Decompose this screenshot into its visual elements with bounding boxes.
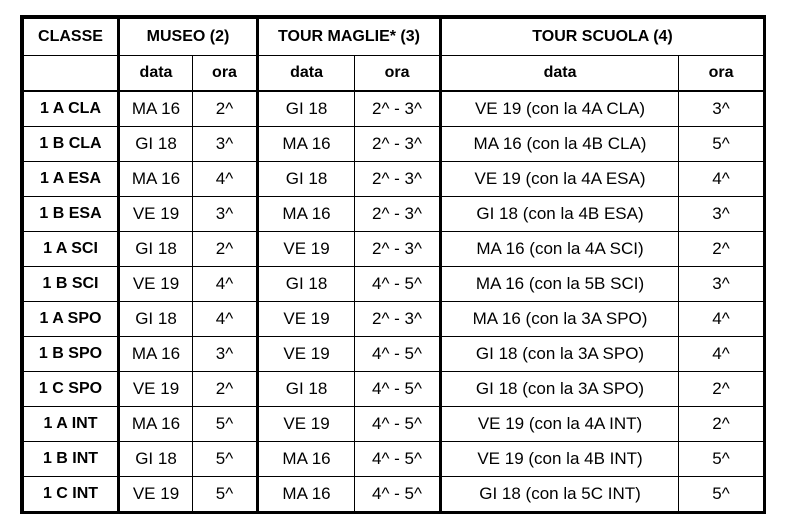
cell-scuola-ora: 3^ — [679, 91, 764, 127]
cell-maglie-data: MA 16 — [258, 127, 355, 162]
schedule-table-frame — [20, 15, 766, 514]
cell-scuola-ora: 2^ — [679, 232, 764, 267]
header-tour-maglie: TOUR MAGLIE* (3) — [258, 19, 441, 56]
cell-maglie-data: GI 18 — [258, 372, 355, 407]
table-row — [24, 442, 764, 477]
cell-scuola-ora: 3^ — [679, 267, 764, 302]
cell-maglie-data: VE 19 — [258, 407, 355, 442]
cell-museo-ora: 4^ — [193, 302, 258, 337]
cell-classe: 1 A ESA — [24, 162, 119, 197]
cell-maglie-data: GI 18 — [258, 267, 355, 302]
cell-scuola-ora: 2^ — [679, 372, 764, 407]
cell-museo-data: GI 18 — [119, 127, 193, 162]
cell-classe: 1 B ESA — [24, 197, 119, 232]
cell-scuola-data: GI 18 (con la 3A SPO) — [441, 337, 679, 372]
cell-scuola-data: MA 16 (con la 4A SCI) — [441, 232, 679, 267]
cell-maglie-data: VE 19 — [258, 232, 355, 267]
table-row — [24, 372, 764, 407]
cell-museo-data: GI 18 — [119, 232, 193, 267]
cell-scuola-data: MA 16 (con la 4B CLA) — [441, 127, 679, 162]
table-row — [24, 267, 764, 302]
cell-classe: 1 A INT — [24, 407, 119, 442]
cell-scuola-data: VE 19 (con la 4A CLA) — [441, 91, 679, 127]
cell-museo-data: VE 19 — [119, 372, 193, 407]
cell-maglie-ora: 2^ - 3^ — [355, 162, 441, 197]
cell-maglie-ora: 2^ - 3^ — [355, 197, 441, 232]
cell-scuola-data: VE 19 (con la 4A INT) — [441, 407, 679, 442]
cell-scuola-ora: 5^ — [679, 127, 764, 162]
cell-museo-ora: 2^ — [193, 232, 258, 267]
subheader-scuola-ora: ora — [679, 56, 764, 92]
cell-maglie-ora: 2^ - 3^ — [355, 91, 441, 127]
cell-scuola-ora: 4^ — [679, 302, 764, 337]
cell-classe: 1 A SPO — [24, 302, 119, 337]
cell-museo-data: MA 16 — [119, 91, 193, 127]
table-row — [24, 127, 764, 162]
subheader-row — [24, 56, 764, 92]
cell-scuola-data: MA 16 (con la 5B SCI) — [441, 267, 679, 302]
subheader-museo-data: data — [119, 56, 193, 92]
cell-museo-ora: 5^ — [193, 477, 258, 512]
cell-museo-ora: 3^ — [193, 127, 258, 162]
subheader-classe-empty — [24, 56, 119, 92]
subheader-maglie-data: data — [258, 56, 355, 92]
cell-museo-ora: 4^ — [193, 267, 258, 302]
cell-maglie-data: MA 16 — [258, 477, 355, 512]
table-row — [24, 302, 764, 337]
cell-maglie-data: VE 19 — [258, 337, 355, 372]
table-row — [24, 232, 764, 267]
header-classe: CLASSE — [24, 19, 119, 56]
cell-scuola-data: VE 19 (con la 4B INT) — [441, 442, 679, 477]
cell-scuola-ora: 4^ — [679, 162, 764, 197]
cell-scuola-ora: 5^ — [679, 442, 764, 477]
cell-museo-ora: 4^ — [193, 162, 258, 197]
cell-museo-data: VE 19 — [119, 477, 193, 512]
cell-classe: 1 B SCI — [24, 267, 119, 302]
cell-museo-ora: 2^ — [193, 91, 258, 127]
cell-scuola-ora: 4^ — [679, 337, 764, 372]
cell-museo-data: VE 19 — [119, 197, 193, 232]
subheader-maglie-ora: ora — [355, 56, 441, 92]
cell-scuola-ora: 2^ — [679, 407, 764, 442]
cell-museo-data: MA 16 — [119, 407, 193, 442]
cell-museo-data: MA 16 — [119, 162, 193, 197]
cell-museo-ora: 3^ — [193, 197, 258, 232]
cell-maglie-data: MA 16 — [258, 442, 355, 477]
cell-classe: 1 A CLA — [24, 91, 119, 127]
cell-scuola-data: GI 18 (con la 3A SPO) — [441, 372, 679, 407]
cell-scuola-data: MA 16 (con la 3A SPO) — [441, 302, 679, 337]
cell-museo-data: MA 16 — [119, 337, 193, 372]
cell-maglie-ora: 4^ - 5^ — [355, 442, 441, 477]
cell-maglie-data: GI 18 — [258, 91, 355, 127]
cell-scuola-data: VE 19 (con la 4A ESA) — [441, 162, 679, 197]
cell-scuola-ora: 3^ — [679, 197, 764, 232]
table-row — [24, 407, 764, 442]
table-row — [24, 162, 764, 197]
cell-museo-data: VE 19 — [119, 267, 193, 302]
subheader-scuola-data: data — [441, 56, 679, 92]
header-museo: MUSEO (2) — [119, 19, 258, 56]
table-row — [24, 337, 764, 372]
cell-museo-ora: 2^ — [193, 372, 258, 407]
cell-museo-data: GI 18 — [119, 302, 193, 337]
table-row — [24, 477, 764, 512]
cell-classe: 1 B CLA — [24, 127, 119, 162]
cell-scuola-ora: 5^ — [679, 477, 764, 512]
cell-museo-ora: 5^ — [193, 407, 258, 442]
cell-maglie-ora: 4^ - 5^ — [355, 477, 441, 512]
subheader-museo-ora: ora — [193, 56, 258, 92]
header-tour-scuola: TOUR SCUOLA (4) — [441, 19, 764, 56]
cell-maglie-ora: 2^ - 3^ — [355, 127, 441, 162]
cell-maglie-data: VE 19 — [258, 302, 355, 337]
cell-maglie-ora: 4^ - 5^ — [355, 337, 441, 372]
cell-classe: 1 B INT — [24, 442, 119, 477]
cell-scuola-data: GI 18 (con la 4B ESA) — [441, 197, 679, 232]
schedule-table — [23, 18, 764, 512]
cell-classe: 1 C SPO — [24, 372, 119, 407]
cell-maglie-ora: 2^ - 3^ — [355, 232, 441, 267]
cell-museo-data: GI 18 — [119, 442, 193, 477]
cell-maglie-ora: 4^ - 5^ — [355, 407, 441, 442]
table-row — [24, 197, 764, 232]
cell-museo-ora: 5^ — [193, 442, 258, 477]
cell-museo-ora: 3^ — [193, 337, 258, 372]
cell-maglie-data: MA 16 — [258, 197, 355, 232]
header-row — [24, 19, 764, 56]
cell-classe: 1 A SCI — [24, 232, 119, 267]
table-row — [24, 91, 764, 127]
cell-maglie-ora: 4^ - 5^ — [355, 372, 441, 407]
cell-maglie-ora: 4^ - 5^ — [355, 267, 441, 302]
table-body — [24, 19, 764, 512]
cell-maglie-ora: 2^ - 3^ — [355, 302, 441, 337]
cell-classe: 1 C INT — [24, 477, 119, 512]
cell-maglie-data: GI 18 — [258, 162, 355, 197]
cell-classe: 1 B SPO — [24, 337, 119, 372]
cell-scuola-data: GI 18 (con la 5C INT) — [441, 477, 679, 512]
